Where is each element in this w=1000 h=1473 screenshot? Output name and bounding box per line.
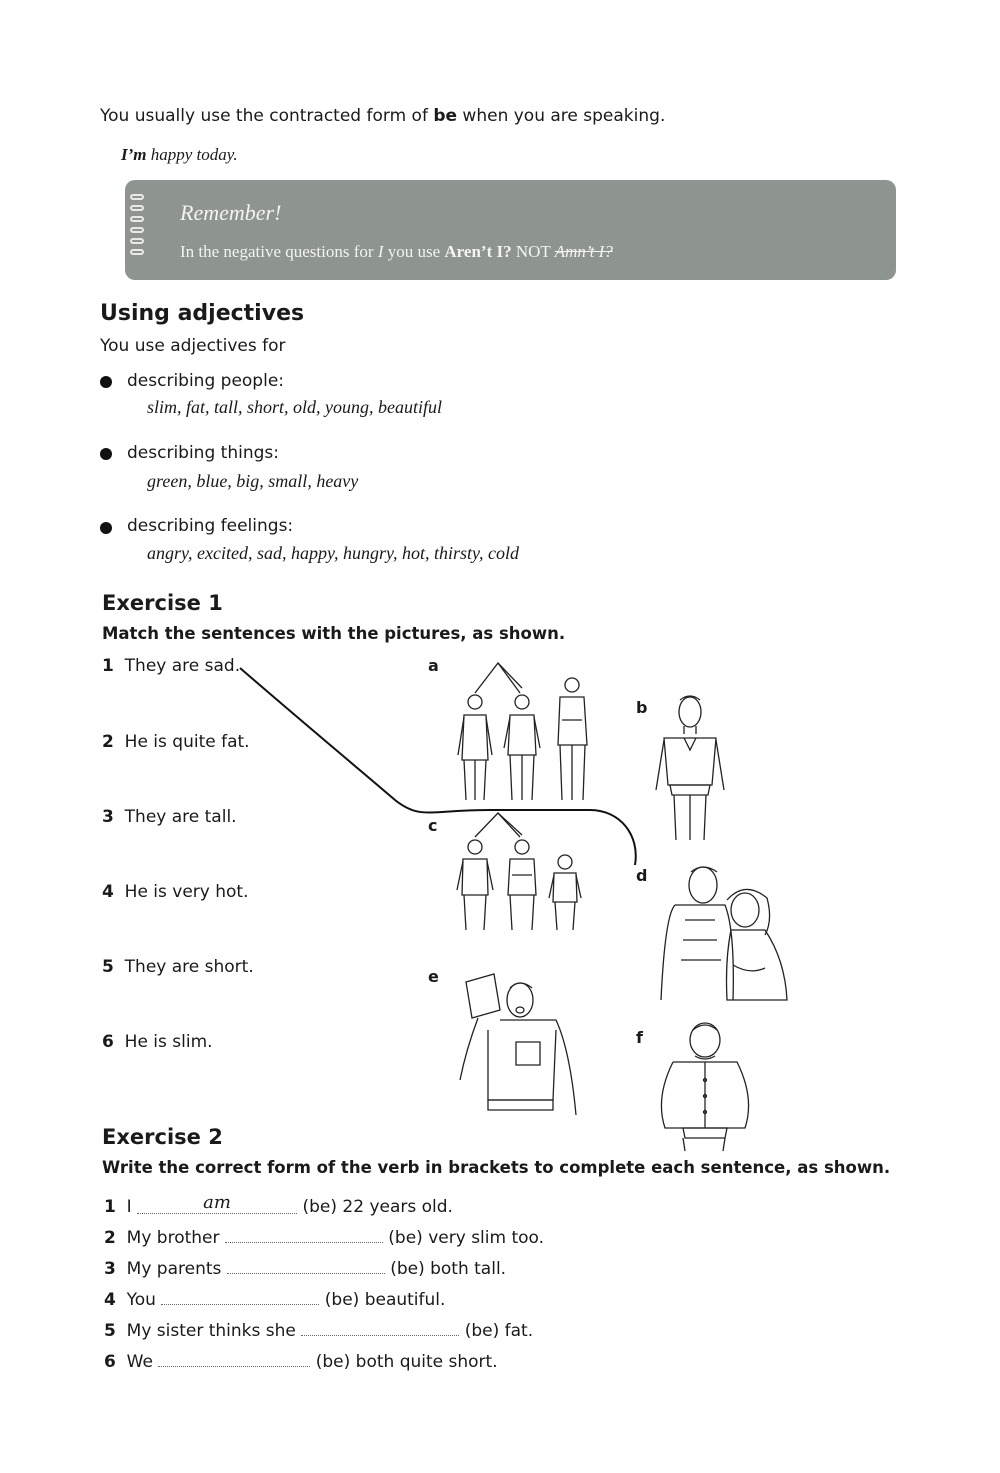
answer-field[interactable]: [161, 1304, 319, 1305]
answer-field[interactable]: [227, 1273, 385, 1274]
exercise1-sentence: 5 They are short.: [102, 957, 254, 977]
adjective-examples: green, blue, big, small, heavy: [147, 471, 359, 491]
adjective-category-label: describing people:: [127, 371, 285, 391]
intro-bold-word: be: [433, 106, 458, 126]
answer-field[interactable]: [301, 1335, 459, 1336]
picture-label-c: c: [428, 816, 438, 835]
exercise2-heading: Exercise 2: [102, 1125, 223, 1149]
notebook-spiral-icon: [130, 194, 146, 270]
adjectives-intro: You use adjectives for: [100, 336, 286, 356]
picture-f-fat-man: [655, 1018, 755, 1153]
exercise2-item: 3 My parents (be) both tall.: [104, 1259, 507, 1279]
picture-b-slim-man: [650, 690, 730, 845]
picture-label-b: b: [636, 698, 648, 717]
exercise2-item: 6 We (be) both quite short.: [104, 1352, 498, 1372]
picture-a-three-tall-men: [450, 660, 610, 810]
answer-field[interactable]: [225, 1242, 383, 1243]
exercise2-item: 2 My brother (be) very slim too.: [104, 1228, 545, 1248]
exercise1-heading: Exercise 1: [102, 591, 223, 615]
bullet-icon: [100, 522, 112, 534]
exercise2-item: 1 I am (be) 22 years old.: [104, 1192, 453, 1217]
adjective-category-label: describing feelings:: [127, 516, 294, 536]
exercise2-item: 5 My sister thinks she (be) fat.: [104, 1321, 534, 1341]
picture-c-three-men: [450, 810, 610, 935]
bullet-icon: [100, 376, 112, 388]
picture-label-f: f: [636, 1028, 643, 1047]
exercise2-item: 4 You (be) beautiful.: [104, 1290, 446, 1310]
example-sentence: I’m happy today.: [121, 145, 238, 164]
exercise1-instruction: Match the sentences with the pictures, as shown.: [102, 624, 566, 643]
picture-e-hot-man: [448, 970, 588, 1120]
picture-d-sad-couple: [655, 860, 795, 1010]
remember-title: Remember!: [180, 200, 282, 225]
answer-field[interactable]: am: [137, 1192, 297, 1214]
exercise1-sentence: 3 They are tall.: [102, 807, 237, 827]
exercise1-sentence: 1 They are sad.: [102, 656, 241, 676]
exercise1-sentence: 4 He is very hot.: [102, 882, 249, 902]
exercise1-sentence: 6 He is slim.: [102, 1032, 213, 1052]
answer-field[interactable]: [158, 1366, 310, 1367]
picture-label-e: e: [428, 967, 439, 986]
adjective-examples: slim, fat, tall, short, old, young, beautiful: [147, 397, 443, 417]
adjectives-heading: Using adjectives: [100, 301, 305, 326]
intro-text: You usually use the contracted form of be when you are speaking.: [100, 106, 666, 126]
remember-box: [125, 180, 896, 280]
picture-label-d: d: [636, 866, 648, 885]
bullet-icon: [100, 448, 112, 460]
adjective-examples: angry, excited, sad, happy, hungry, hot, thirsty, cold: [147, 543, 519, 563]
remember-text: In the negative questions for I you use Aren’t I? NOT Amn’t I?: [180, 242, 613, 261]
exercise2-instruction: Write the correct form of the verb in brackets to complete each sentence, as shown.: [102, 1158, 891, 1177]
picture-label-a: a: [428, 656, 439, 675]
exercise1-sentence: 2 He is quite fat.: [102, 732, 250, 752]
adjective-category-label: describing things:: [127, 443, 279, 463]
